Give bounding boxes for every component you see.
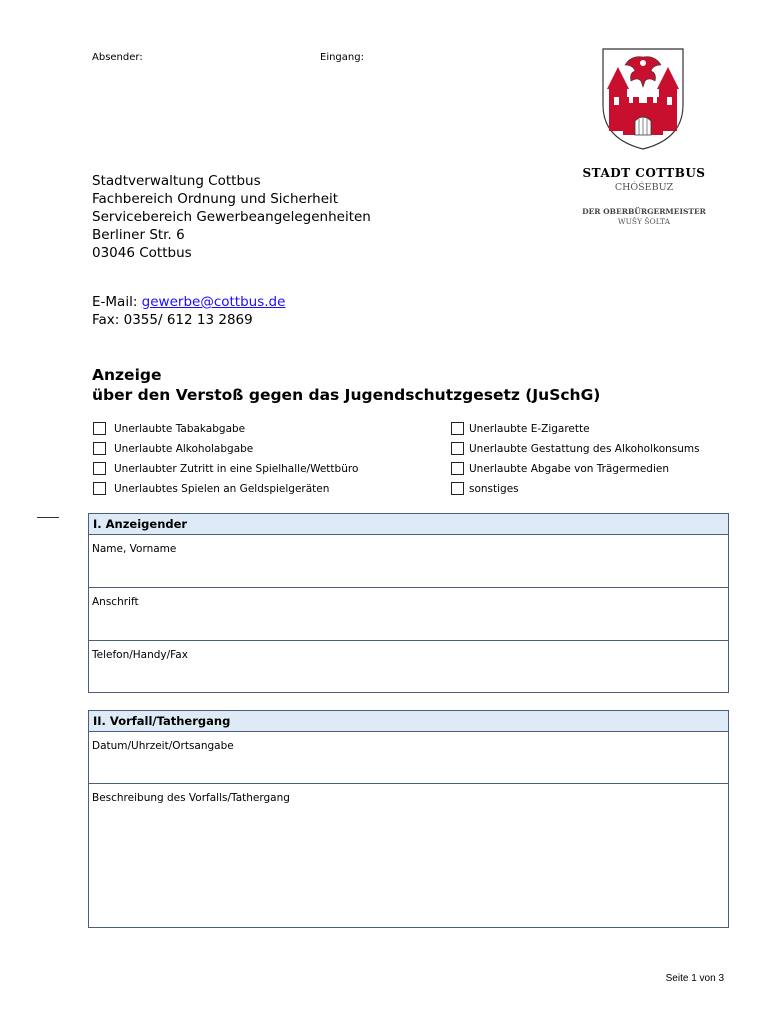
checkbox-box[interactable] bbox=[93, 462, 106, 475]
email-label: E-Mail: bbox=[92, 294, 142, 310]
email-link[interactable]: gewerbe@cottbus.de bbox=[141, 294, 286, 310]
checkbox-box[interactable] bbox=[451, 482, 464, 495]
checkbox-box[interactable] bbox=[451, 442, 464, 455]
phone-field[interactable] bbox=[89, 641, 728, 691]
recipient-address bbox=[92, 172, 371, 262]
field-label: Beschreibung des Vorfalls/Tathergang bbox=[92, 792, 290, 804]
field-label: Telefon/Handy/Fax bbox=[92, 649, 188, 661]
city-coat-of-arms bbox=[601, 47, 685, 151]
datetime-location-field[interactable] bbox=[89, 732, 728, 784]
checkbox-box[interactable] bbox=[93, 422, 106, 435]
checkbox-e-cigarette[interactable] bbox=[451, 422, 590, 435]
checkbox-label: Unerlaubte E-Zigarette bbox=[469, 422, 590, 435]
city-name: STADT COTTBUS bbox=[582, 166, 706, 180]
name-field[interactable] bbox=[89, 535, 728, 588]
sender-label: Absender: bbox=[92, 52, 143, 63]
receipt-label: Eingang: bbox=[320, 52, 364, 63]
office-title: DER OBERBÜRGERMEISTER bbox=[582, 207, 706, 216]
checkbox-label: Unerlaubte Abgabe von Trägermedien bbox=[469, 462, 670, 475]
address-line: 03046 Cottbus bbox=[92, 245, 192, 261]
address-line: Fachbereich Ordnung und Sicherheit bbox=[92, 191, 339, 207]
form-title-line2: über den Verstoß gegen das Jugendschutzgesetz (JuSchG) bbox=[92, 386, 601, 404]
checkbox-label: Unerlaubte Alkoholabgabe bbox=[114, 442, 254, 455]
checkbox-label: Unerlaubte Tabakabgabe bbox=[114, 422, 246, 435]
fold-mark bbox=[37, 517, 59, 518]
city-name-sorbian: CHÓŚEBUZ bbox=[614, 182, 674, 193]
section-incident bbox=[88, 710, 729, 928]
checkbox-label: Unerlaubte Gestattung des Alkoholkonsums bbox=[469, 442, 700, 455]
form-title bbox=[92, 365, 600, 405]
checkbox-box[interactable] bbox=[451, 422, 464, 435]
form-title-line1: Anzeige bbox=[92, 366, 162, 384]
checkbox-label: Unerlaubtes Spielen an Geldspielgeräten bbox=[114, 482, 330, 495]
section-reporter bbox=[88, 513, 729, 693]
checkbox-gambling-hall[interactable] bbox=[93, 462, 358, 475]
checkbox-alcohol-consumption[interactable] bbox=[451, 442, 700, 455]
field-label: Name, Vorname bbox=[92, 543, 177, 555]
checkbox-label: sonstiges bbox=[469, 482, 519, 495]
page-number: Seite 1 von 3 bbox=[665, 973, 724, 984]
field-label: Anschrift bbox=[92, 596, 139, 608]
checkbox-gaming-machines[interactable] bbox=[93, 482, 329, 495]
fax-number: Fax: 0355/ 612 13 2869 bbox=[92, 312, 253, 328]
checkbox-other[interactable] bbox=[451, 482, 519, 495]
checkbox-box[interactable] bbox=[93, 442, 106, 455]
checkbox-box[interactable] bbox=[93, 482, 106, 495]
checkbox-tobacco[interactable] bbox=[93, 422, 245, 435]
address-field[interactable] bbox=[89, 588, 728, 641]
description-field[interactable] bbox=[89, 784, 728, 927]
address-line: Stadtverwaltung Cottbus bbox=[92, 173, 261, 189]
office-title-sorbian: WUŠY ŠOLTA bbox=[617, 217, 671, 226]
section-heading: II. Vorfall/Tathergang bbox=[89, 711, 728, 732]
checkbox-box[interactable] bbox=[451, 462, 464, 475]
address-line: Berliner Str. 6 bbox=[92, 227, 185, 243]
checkbox-alcohol[interactable] bbox=[93, 442, 253, 455]
address-line: Servicebereich Gewerbeangelegenheiten bbox=[92, 209, 371, 225]
checkbox-media[interactable] bbox=[451, 462, 669, 475]
checkbox-label: Unerlaubter Zutritt in eine Spielhalle/Wettbüro bbox=[114, 462, 359, 475]
section-heading: I. Anzeigender bbox=[89, 514, 728, 535]
contact-info bbox=[92, 293, 285, 329]
field-label: Datum/Uhrzeit/Ortsangabe bbox=[92, 740, 234, 752]
